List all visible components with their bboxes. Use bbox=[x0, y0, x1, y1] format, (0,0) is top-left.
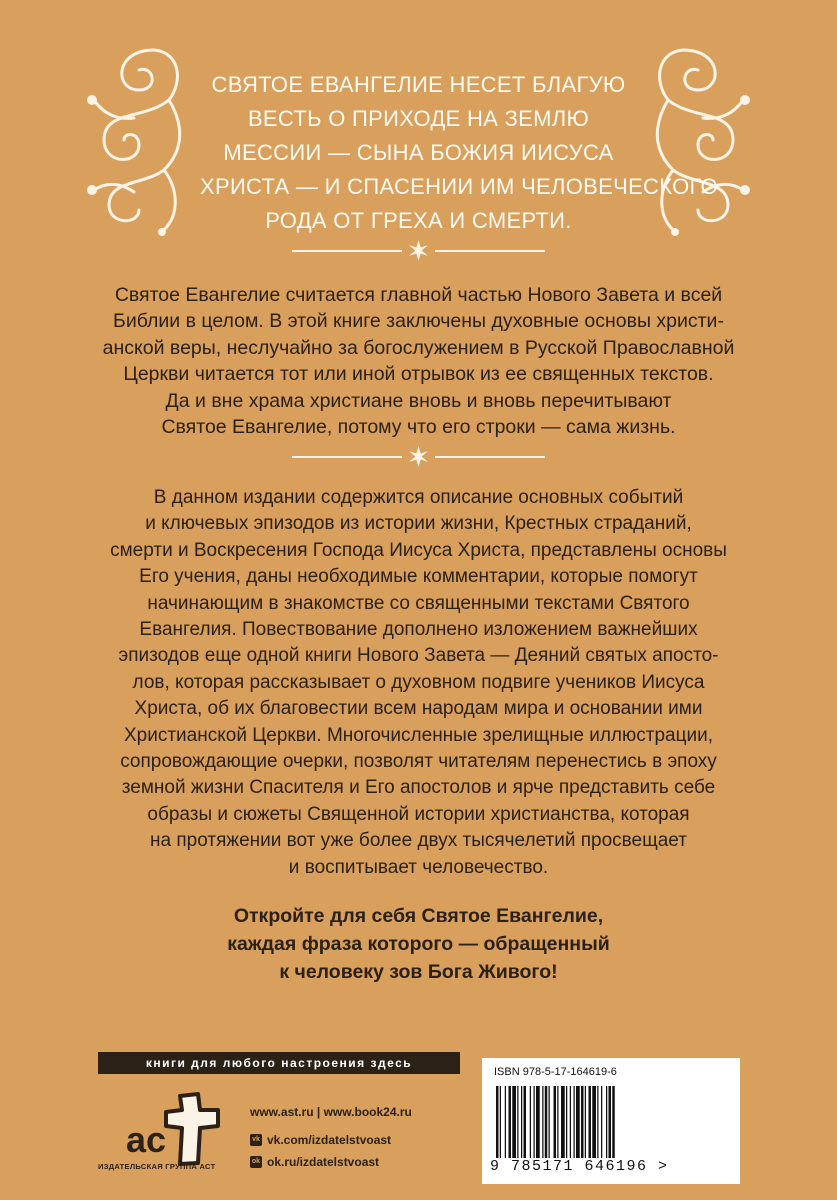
divider-line bbox=[292, 456, 402, 458]
barcode-bar bbox=[505, 1086, 506, 1158]
paragraph-line: анской веры, неслучайно за богослужением в Русской Православной bbox=[102, 336, 735, 359]
barcode-bar bbox=[554, 1086, 557, 1158]
headline-line: ВЕСТЬ О ПРИХОДЕ НА ЗЕМЛЮ bbox=[247, 106, 590, 131]
divider-top bbox=[292, 244, 545, 258]
paragraph-line: смерти и Воскресения Господа Иисуса Христа, представлены основы bbox=[110, 539, 727, 561]
barcode-bar bbox=[545, 1086, 548, 1158]
headline-line: МЕССИИ — СЫНА БОЖИЯ ИИСУСА bbox=[223, 140, 614, 165]
ornament-flourish-left-icon bbox=[84, 40, 194, 240]
barcode-bar bbox=[612, 1086, 615, 1158]
divider-line bbox=[435, 250, 545, 252]
barcode-bar bbox=[517, 1086, 518, 1158]
barcode-bar bbox=[530, 1086, 531, 1158]
paragraph-line: земной жизни Спасителя и Его апостолов и ярче представить себе bbox=[121, 777, 716, 799]
description-paragraph bbox=[60, 485, 777, 881]
barcode-bar bbox=[521, 1086, 522, 1158]
barcode-bar bbox=[557, 1086, 558, 1158]
star-divider-icon bbox=[408, 240, 429, 261]
paragraph-line: начинающим в знакомстве со священными текстами Святого bbox=[147, 592, 690, 614]
publisher-links bbox=[250, 1101, 412, 1173]
divider-middle bbox=[292, 450, 545, 464]
isbn-barcode-box bbox=[482, 1058, 740, 1184]
barcode-bar bbox=[606, 1086, 607, 1158]
ok-icon: ok bbox=[250, 1156, 262, 1168]
barcode-bar bbox=[561, 1086, 565, 1158]
paragraph-line: Евангелия. Повествование дополнено изложением важнейших bbox=[139, 619, 698, 641]
barcode-bar bbox=[589, 1086, 592, 1158]
barcode-bar bbox=[585, 1086, 586, 1158]
paragraph-line: Библии в целом. В этой книге заключены духовные основы христи- bbox=[113, 310, 724, 333]
barcode-icon bbox=[494, 1086, 714, 1158]
barcode-bar bbox=[542, 1086, 543, 1158]
tagline-bar: книги для любого настроения здесь bbox=[98, 1052, 460, 1074]
barcode-bar bbox=[574, 1086, 575, 1158]
cta-line: Откройте для себя Святое Евангелие, bbox=[233, 905, 604, 927]
barcode-bar bbox=[536, 1086, 540, 1158]
ok-link-text: ok.ru/izdatelstvoast bbox=[267, 1155, 380, 1169]
barcode-bar bbox=[500, 1086, 501, 1158]
barcode-bar bbox=[581, 1086, 584, 1158]
divider-line bbox=[435, 456, 545, 458]
paragraph-line: Церкви читается тот или иной отрывок из ее священных текстов. bbox=[123, 363, 714, 386]
paragraph-line: Христа, об их благовестии всем народам мира и основании ими bbox=[134, 698, 703, 720]
paragraph-line: и воспитывает человечество. bbox=[288, 856, 549, 878]
website-links[interactable]: www.ast.ru | www.book24.ru bbox=[250, 1105, 412, 1119]
barcode-bar bbox=[601, 1086, 602, 1158]
barcode-bar bbox=[524, 1086, 527, 1158]
vk-link-text: vk.com/izdatelstvoast bbox=[267, 1133, 392, 1147]
cta-line: к человеку зов Бога Живого! bbox=[279, 961, 558, 983]
paragraph-line: Святое Евангелие считается главной частью Нового Завета и всей bbox=[114, 284, 723, 306]
vk-link[interactable] bbox=[250, 1129, 412, 1151]
barcode-bar bbox=[570, 1086, 571, 1158]
barcode-bar bbox=[597, 1086, 598, 1158]
barcode-bar bbox=[534, 1086, 535, 1158]
barcode-bar bbox=[549, 1086, 550, 1158]
paragraph-line: образы и сюжеты Священной истории христианства, которая bbox=[147, 803, 690, 825]
paragraph-line: и ключевых эпизодов из истории жизни, Крестных страданий, bbox=[145, 513, 692, 535]
barcode-bar bbox=[566, 1086, 567, 1158]
cta-line: каждая фраза которого — обращенный bbox=[227, 933, 610, 955]
barcode-bar bbox=[576, 1086, 580, 1158]
headline-line: РОДА ОТ ГРЕХА И СМЕРТИ. bbox=[265, 208, 572, 233]
star-divider-icon bbox=[408, 446, 429, 467]
barcode-digits: 9 785171 646196 > bbox=[490, 1158, 669, 1175]
svg-text:ac: ac bbox=[126, 1119, 167, 1160]
paragraph-line: В данном издании содержится описание основных событий bbox=[153, 487, 684, 508]
paragraph-line: лов, которая рассказывает о духовном подвиге учеников Иисуса bbox=[132, 671, 705, 693]
vk-icon: vk bbox=[250, 1134, 262, 1146]
paragraph-line: Христианской Церкви. Многочисленные зрелищные иллюстрации, bbox=[124, 724, 713, 746]
barcode-bar bbox=[592, 1086, 596, 1158]
paragraph-line: на протяжении вот уже более двух тысячелетий просвещает bbox=[150, 830, 687, 852]
headline-line: ХРИСТА — И СПАСЕНИИ ИМ ЧЕЛОВЕЧЕСКОГО bbox=[200, 174, 718, 199]
paragraph-line: Его учения, даны необходимые комментарии, которые помогут bbox=[139, 566, 698, 588]
barcode-bar bbox=[609, 1086, 612, 1158]
paragraph-line: сопровождающие очерки, позволят читателям перенестись в эпоху bbox=[120, 751, 717, 773]
divider-line bbox=[292, 250, 402, 252]
ok-link[interactable] bbox=[250, 1151, 412, 1173]
isbn-label: ISBN 978-5-17-164619-6 bbox=[494, 1066, 617, 1078]
headline bbox=[200, 68, 718, 238]
paragraph-line: Да и вне храма христиане вновь и вновь перечитывают bbox=[165, 389, 672, 412]
call-to-action bbox=[60, 902, 777, 986]
ornament-flourish-right-icon bbox=[643, 40, 753, 240]
barcode-bar bbox=[509, 1086, 512, 1158]
paragraph-line: Святое Евангелие, потому что его строки — сама жизнь. bbox=[161, 416, 676, 439]
barcode-bar bbox=[512, 1086, 516, 1158]
paragraph-line: эпизодов еще одной книги Нового Завета — Деяний святых апосто- bbox=[118, 645, 719, 667]
intro-paragraph bbox=[60, 282, 777, 440]
barcode-bar bbox=[496, 1086, 499, 1158]
headline-line: СВЯТОЕ ЕВАНГЕЛИЕ НЕСЕТ БЛАГУЮ bbox=[211, 72, 626, 97]
publisher-caption: ИЗДАТЕЛЬСКАЯ ГРУППА АСТ bbox=[98, 1162, 216, 1171]
